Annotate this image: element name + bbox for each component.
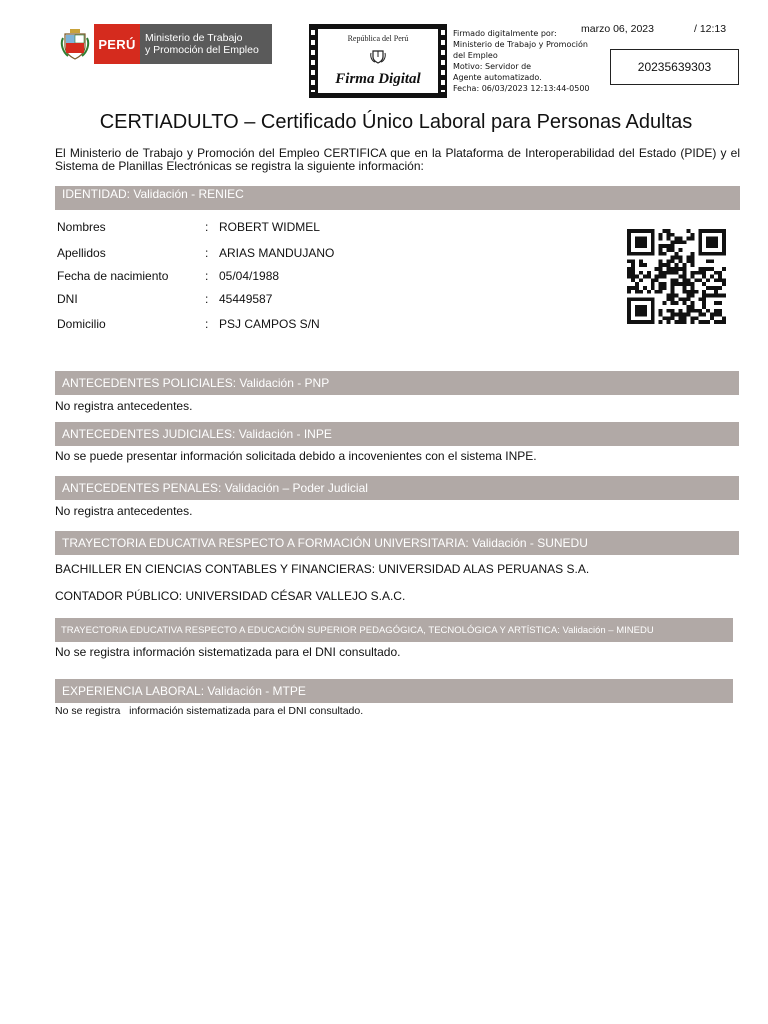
field-label-apellidos: Apellidos (57, 246, 106, 260)
issue-time: / 12:13 (694, 23, 727, 35)
sign-info-line: Ministerio de Trabajo y Promoción (453, 40, 588, 49)
judicial-result: No se puede presentar información solicitada debido a incovenientes con el sistema INPE. (55, 449, 537, 463)
field-colon: : (205, 317, 209, 331)
certificate-code: 20235639303 (610, 49, 739, 85)
field-label-domicilio: Domicilio (57, 317, 106, 331)
peru-crest-icon (370, 48, 386, 69)
field-colon: : (205, 246, 209, 260)
peru-coat-of-arms-icon (56, 24, 94, 64)
sign-info-line: Motivo: Servidor de (453, 62, 532, 71)
university-section-header: TRAYECTORIA EDUCATIVA RESPECTO A FORMACIÓN UNIVERSITARIA: Validación - SUNEDU (55, 531, 739, 555)
intro-paragraph: El Ministerio de Trabajo y Promoción del Empleo CERTIFICA que en la Plataforma de Interoperabilidad del Estado (PIDE) y el Sistema de Planillas Electrónicas se registra la siguiente información: (55, 146, 740, 173)
field-value-apellidos: ARIAS MANDUJANO (219, 246, 335, 260)
field-colon: : (205, 292, 209, 306)
logo-ministry (140, 24, 272, 64)
field-label-fecha-nacimiento: Fecha de nacimiento (57, 269, 169, 283)
qr-code-icon (627, 229, 726, 324)
field-label-nombres: Nombres (57, 220, 106, 234)
field-value-dni: 45449587 (219, 292, 273, 306)
signature-info (453, 28, 603, 94)
identity-section-header: IDENTIDAD: Validación - RENIEC (55, 186, 740, 210)
document-title: CERTIADULTO – Certificado Único Laboral para Personas Adultas (99, 111, 693, 133)
ministry-logo (56, 24, 272, 64)
higher-education-section-header: TRAYECTORIA EDUCATIVA RESPECTO A EDUCACIÓN SUPERIOR PEDAGÓGICA, TECNOLÓGICA Y ARTÍSTICA: Validación – MINEDU (55, 618, 733, 642)
police-section-header: ANTECEDENTES POLICIALES: Validación - PNP (55, 371, 739, 395)
work-experience-result: No se registra información sistematizada para el DNI consultado. (55, 705, 364, 717)
field-label-dni: DNI (57, 292, 78, 306)
penal-result: No registra antecedentes. (55, 504, 193, 518)
logo-country: PERÚ (94, 24, 140, 64)
field-value-domicilio: PSJ CAMPOS S/N (219, 317, 320, 331)
penal-section-header: ANTECEDENTES PENALES: Validación – Poder Judicial (55, 476, 739, 500)
field-value-fecha-nacimiento: 05/04/1988 (219, 269, 280, 283)
logo-ministry-line2: y Promoción del Empleo (145, 44, 259, 56)
police-result: No registra antecedentes. (55, 399, 193, 413)
field-colon: : (205, 220, 209, 234)
university-degree: BACHILLER EN CIENCIAS CONTABLES Y FINANCIERAS: UNIVERSIDAD ALAS PERUANAS S.A. (55, 562, 590, 576)
sign-info-line: Agente automatizado. (453, 73, 542, 82)
sign-info-line: del Empleo (453, 51, 498, 60)
logo-ministry-line1: Ministerio de Trabajo (145, 32, 243, 44)
field-colon: : (205, 269, 209, 283)
field-value-nombres: ROBERT WIDMEL (219, 220, 320, 234)
seal-republic: República del Perú (347, 34, 409, 43)
sign-info-line: Firmado digitalmente por: (453, 29, 557, 38)
judicial-section-header: ANTECEDENTES JUDICIALES: Validación - INPE (55, 422, 739, 446)
work-experience-section-header: EXPERIENCIA LABORAL: Validación - MTPE (55, 679, 733, 703)
seal-label: Firma Digital (335, 71, 421, 87)
higher-education-result: No se registra información sistematizada para el DNI consultado. (55, 645, 401, 659)
sign-info-line: Fecha: 06/03/2023 12:13:44-0500 (453, 84, 590, 93)
digital-signature-seal (309, 24, 447, 98)
university-degree: CONTADOR PÚBLICO: UNIVERSIDAD CÉSAR VALLEJO S.A.C. (55, 589, 406, 603)
issue-date: marzo 06, 2023 (581, 23, 654, 35)
